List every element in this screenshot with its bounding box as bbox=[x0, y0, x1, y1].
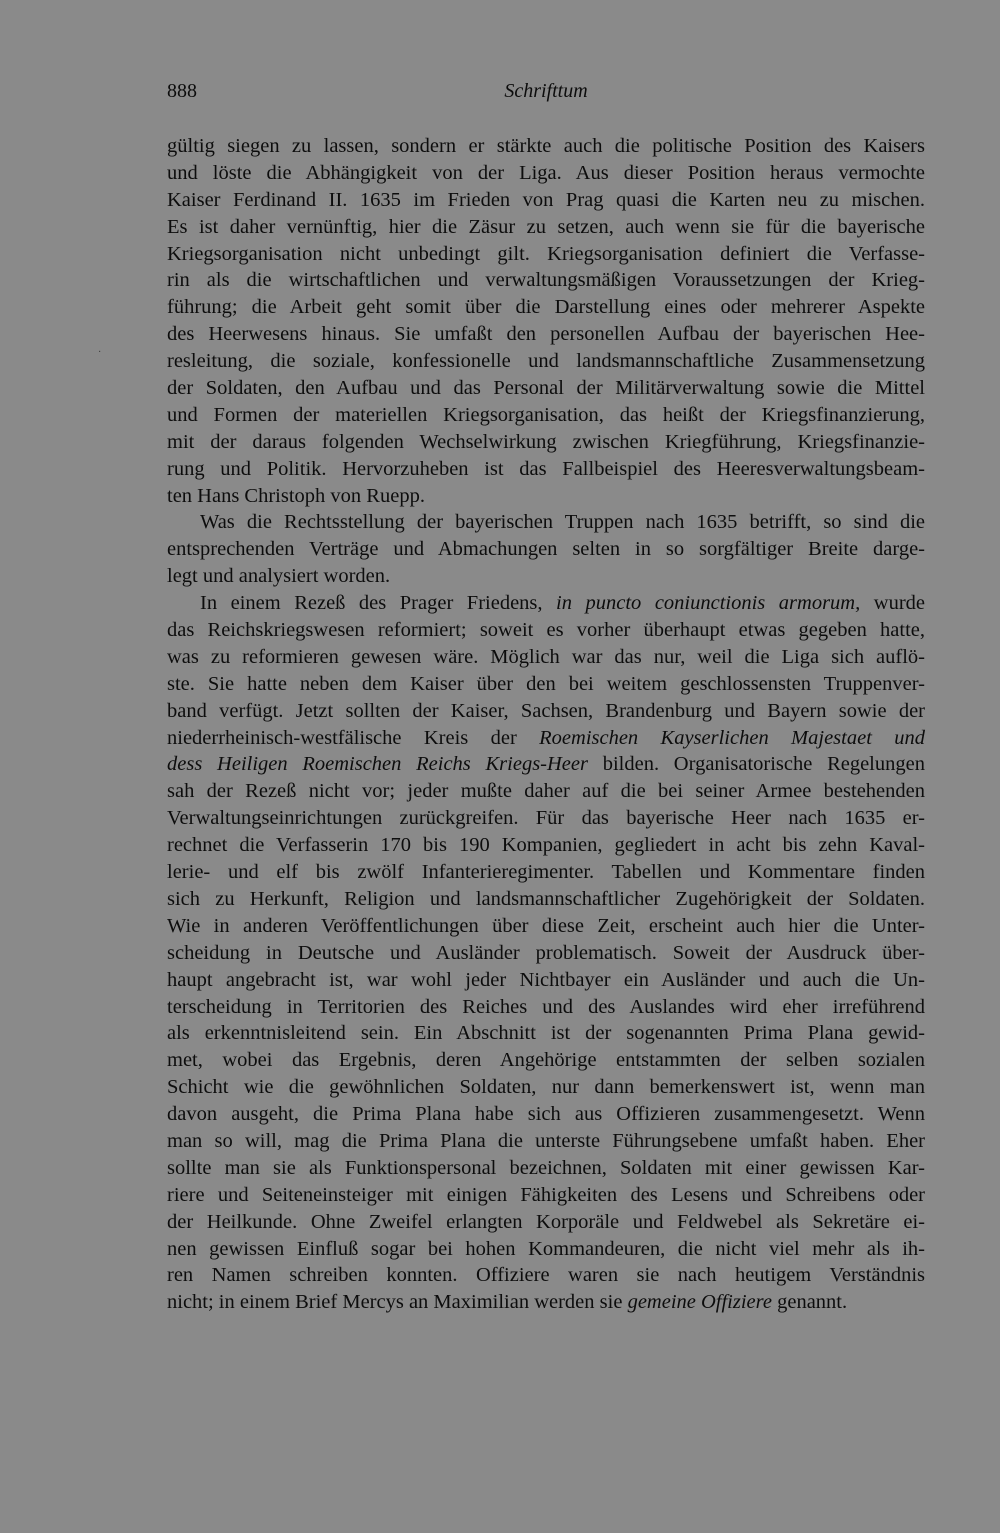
text-run: Es ist daher vernünftig, hier die Zäsur zu setzen, auch wenn sie für die bayerische bbox=[167, 215, 925, 238]
text-line bbox=[167, 832, 925, 859]
text-line bbox=[167, 1101, 925, 1128]
paragraph bbox=[167, 590, 925, 1316]
text-line bbox=[167, 1262, 925, 1289]
text-run: des Heerwesens hinaus. Sie umfaßt den personellen Aufbau der bayerischen Hee- bbox=[167, 323, 925, 346]
text-run: resleitung, die soziale, konfessionelle und landsmannschaftliche Zusammensetzung bbox=[167, 350, 925, 373]
text-run: was zu reformieren gewesen wäre. Möglich war das nur, weil die Liga sich auflö- bbox=[167, 645, 925, 668]
text-line bbox=[167, 402, 925, 429]
text-line bbox=[167, 1074, 925, 1101]
text-line bbox=[167, 536, 925, 563]
text-line bbox=[167, 617, 925, 644]
text-line bbox=[167, 644, 925, 671]
text-line bbox=[167, 1289, 925, 1316]
text-run: legt und analysiert worden. bbox=[167, 565, 391, 588]
text-line bbox=[167, 805, 925, 832]
text-line bbox=[167, 1209, 925, 1236]
text-line bbox=[167, 267, 925, 294]
text-run: scheidung in Deutsche und Ausländer problematisch. Soweit der Ausdruck über- bbox=[167, 941, 925, 964]
text-run: entsprechenden Verträge und Abmachungen selten in so sorgfältiger Breite darge- bbox=[167, 538, 925, 561]
body-text bbox=[167, 133, 925, 1316]
text-line bbox=[167, 1020, 925, 1047]
text-line bbox=[167, 509, 925, 536]
text-run: wurde bbox=[860, 592, 925, 615]
text-run: niederrheinisch-westfälische Kreis der bbox=[167, 726, 540, 749]
italic-text: in puncto coniunctionis armorum, bbox=[556, 592, 861, 615]
text-line bbox=[167, 698, 925, 725]
text-run: Kriegsorganisation nicht unbedingt gilt. Kriegsorganisation definiert die Verfasse- bbox=[167, 242, 925, 265]
text-run: Wie in anderen Veröffentlichungen über diese Zeit, erscheint auch hier die Unter- bbox=[167, 914, 925, 937]
text-line bbox=[167, 133, 925, 160]
text-line bbox=[167, 725, 925, 752]
text-run: führung; die Arbeit geht somit über die Darstellung eines oder mehrerer Aspekte bbox=[167, 296, 925, 319]
text-run: als erkenntnisleitend sein. Ein Abschnitt ist der sogenannten Prima Plana gewid- bbox=[167, 1022, 925, 1045]
text-run: der Heilkunde. Ohne Zweifel erlangten Korporäle und Feldwebel als Sekretäre ei- bbox=[167, 1210, 925, 1233]
text-run: sich zu Herkunft, Religion und landsmannschaftlicher Zugehörigkeit der Soldaten. bbox=[167, 887, 925, 910]
text-line bbox=[167, 994, 925, 1021]
margin-mark: · bbox=[98, 347, 102, 358]
paragraph bbox=[167, 509, 925, 590]
text-run: nicht; in einem Brief Mercys an Maximilian werden sie bbox=[167, 1291, 628, 1314]
text-run: rechnet die Verfasserin 170 bis 190 Kompanien, gegliedert in acht bis zehn Kaval- bbox=[167, 834, 925, 857]
text-line bbox=[167, 778, 925, 805]
text-line bbox=[167, 294, 925, 321]
running-head bbox=[167, 76, 925, 106]
text-line bbox=[167, 590, 925, 617]
italic-text: dess Heiligen Roemischen Reichs Kriegs-Heer bbox=[167, 753, 588, 776]
text-run: haupt angebracht ist, war wohl jeder Nichtbayer ein Ausländer und auch die Un- bbox=[167, 968, 925, 991]
text-run: das Reichskriegswesen reformiert; soweit es vorher überhaupt etwas gegeben hatte, bbox=[167, 619, 925, 642]
italic-text: Roemischen Kayserlichen Majestaet und bbox=[539, 726, 925, 749]
text-run: ren Namen schreiben konnten. Offiziere waren sie nach heutigem Verständnis bbox=[167, 1264, 925, 1287]
text-run: lerie- und elf bis zwölf Infanterieregimenter. Tabellen und Kommentare finden bbox=[167, 861, 925, 884]
text-run: sah der Rezeß nicht vor; jeder mußte daher auf die bei seiner Armee bestehenden bbox=[167, 780, 925, 803]
text-line bbox=[167, 751, 925, 778]
text-line bbox=[167, 241, 925, 268]
text-line bbox=[167, 456, 925, 483]
text-run: genannt. bbox=[771, 1291, 848, 1314]
italic-text: gemeine Offiziere bbox=[627, 1291, 772, 1314]
text-line bbox=[167, 214, 925, 241]
text-run: ste. Sie hatte neben dem Kaiser über den bei weitem geschlossensten Truppenver- bbox=[167, 672, 925, 695]
text-line bbox=[167, 1047, 925, 1074]
page-number: 888 bbox=[167, 80, 197, 102]
text-run: band verfügt. Jetzt sollten der Kaiser, Sachsen, Brandenburg und Bayern sowie der bbox=[167, 699, 925, 722]
text-run: Kaiser Ferdinand II. 1635 im Frieden von Prag quasi die Karten neu zu mischen. bbox=[167, 188, 925, 211]
text-run: Verwaltungseinrichtungen zurückgreifen. Für das bayerische Heer nach 1635 er- bbox=[167, 807, 925, 830]
text-line bbox=[167, 967, 925, 994]
text-run: man so will, mag die Prima Plana die unterste Führungsebene umfaßt haben. Eher bbox=[167, 1129, 925, 1152]
text-line bbox=[167, 160, 925, 187]
text-run: sollte man sie als Funktionspersonal bezeichnen, Soldaten mit einer gewissen Kar- bbox=[167, 1156, 925, 1179]
text-line bbox=[167, 187, 925, 214]
text-line bbox=[167, 940, 925, 967]
text-line bbox=[167, 321, 925, 348]
text-run: gültig siegen zu lassen, sondern er stärkte auch die politische Position des Kaisers bbox=[167, 135, 925, 157]
text-run: terscheidung in Territorien des Reiches und des Auslandes wird eher irreführend bbox=[167, 995, 925, 1018]
text-run: Schicht wie die gewöhnlichen Soldaten, nur dann bemerkenswert ist, wenn man bbox=[167, 1076, 925, 1099]
section-title: Schrifttum bbox=[504, 80, 588, 102]
text-line bbox=[167, 348, 925, 375]
text-run: rung und Politik. Hervorzuheben ist das Fallbeispiel des Heeresverwaltungsbeam- bbox=[167, 457, 925, 480]
text-line bbox=[167, 886, 925, 913]
text-run: nen gewissen Einfluß sogar bei hohen Kommandeuren, die nicht viel mehr als ih- bbox=[167, 1237, 925, 1260]
text-line bbox=[167, 671, 925, 698]
text-line bbox=[167, 859, 925, 886]
text-run: Was die Rechtsstellung der bayerischen Truppen nach 1635 betrifft, so sind die bbox=[200, 511, 925, 534]
text-line bbox=[167, 483, 925, 510]
paragraph bbox=[167, 133, 925, 509]
text-run: rin als die wirtschaftlichen und verwaltungsmäßigen Voraussetzungen der Krieg- bbox=[167, 269, 925, 292]
text-run: ten Hans Christoph von Ruepp. bbox=[167, 484, 425, 507]
text-run: met, wobei das Ergebnis, deren Angehörige entstammten der selben sozialen bbox=[167, 1049, 925, 1072]
text-run: davon ausgeht, die Prima Plana habe sich aus Offizieren zusammengesetzt. Wenn bbox=[167, 1103, 925, 1126]
text-line bbox=[167, 375, 925, 402]
text-run: bilden. Organisatorische Regelungen bbox=[587, 753, 925, 776]
text-run: mit der daraus folgenden Wechselwirkung zwischen Kriegführung, Kriegsfinanzie- bbox=[167, 430, 925, 453]
text-run: und löste die Abhängigkeit von der Liga. Aus dieser Position heraus vermochte bbox=[167, 161, 925, 184]
text-run: riere und Seiteneinsteiger mit einigen Fähigkeiten des Lesens und Schreibens oder bbox=[167, 1183, 925, 1206]
text-line bbox=[167, 1128, 925, 1155]
text-line bbox=[167, 563, 925, 590]
text-run: In einem Rezeß des Prager Friedens, bbox=[200, 592, 557, 615]
text-run: der Soldaten, den Aufbau und das Personal der Militärverwaltung sowie die Mittel bbox=[167, 377, 925, 400]
text-line bbox=[167, 1182, 925, 1209]
text-line bbox=[167, 429, 925, 456]
text-line bbox=[167, 1236, 925, 1263]
text-run: und Formen der materiellen Kriegsorganisation, das heißt der Kriegsfinanzierung, bbox=[167, 403, 925, 426]
text-line bbox=[167, 913, 925, 940]
text-line bbox=[167, 1155, 925, 1182]
